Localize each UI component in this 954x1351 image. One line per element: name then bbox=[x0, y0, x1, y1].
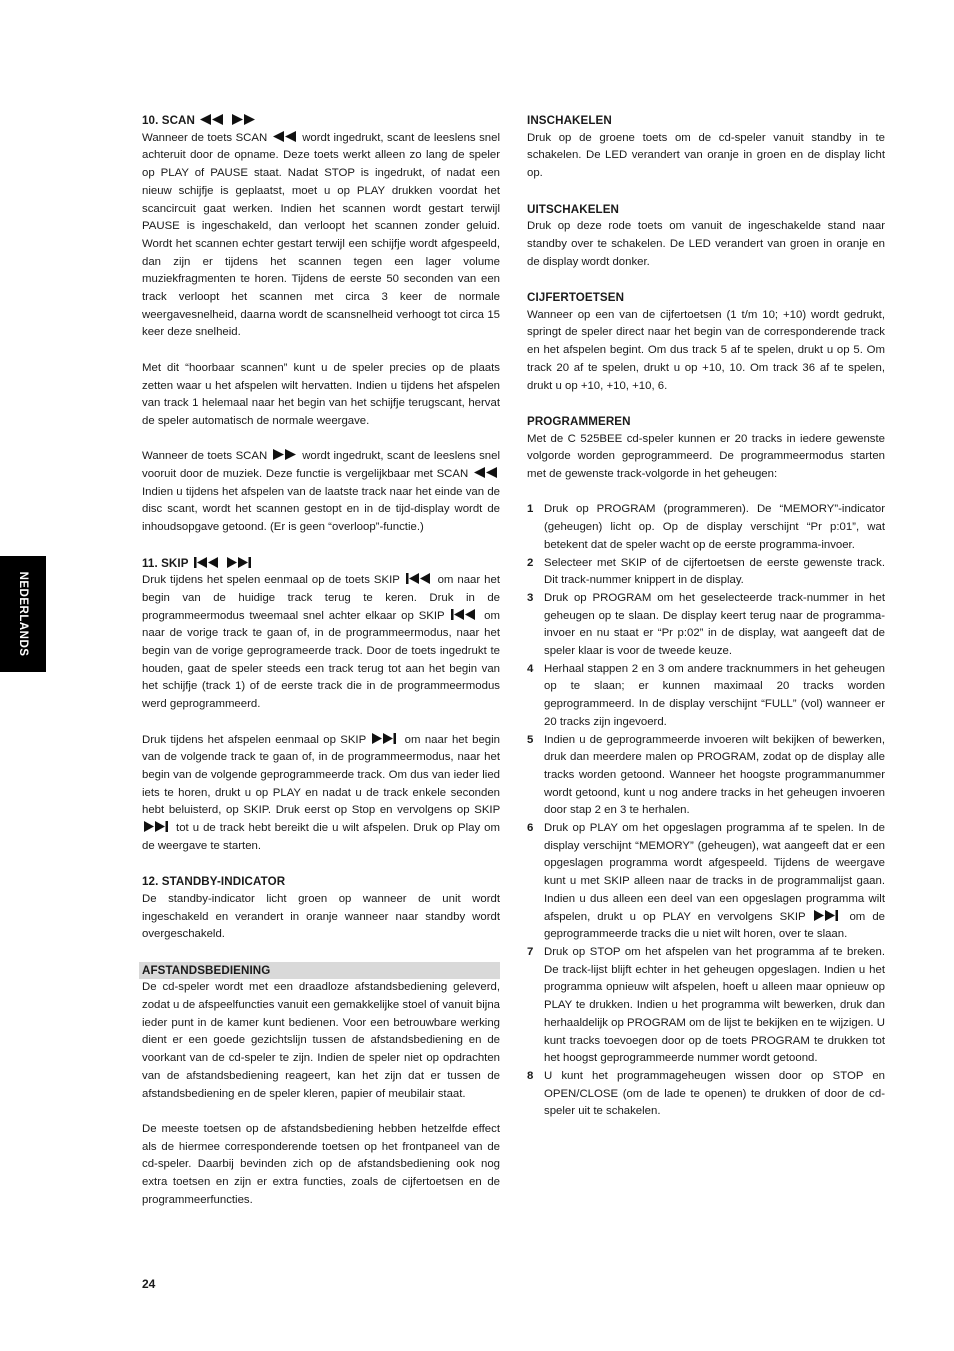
list-item: 7 Druk op STOP om het afspelen van het programma af te breken. De track-lijst blijft echter in het geheugen opgeslagen. Indien u het programma opnieuw wilt afspelen, hoeft u alleen maar opnieuw op PLAY te drukken. Indien u het programma wilt bewerken, druk dan herhaaldelijk op PROGRAM om de lijst te bekijken en te wijzigen. U kunt tracks toevoegen door op de toets PROGRAM te drukken tot het hoogst geprogrammeerde nummer wordt getoond. bbox=[527, 945, 885, 1065]
skip-paragraph-2: Druk tijdens het afspelen eenmaal op SKIP om naar het begin van de volgende track te gaan of, in de programmeermodus, naar het begin van de volgende geprogrammeerde track. Om dus van ieder lied iets te horen, drukt u op PLAY en nadat u de track enkele seconden hebt beluisterd, op SKIP. Druk eerst op Stop en vervolgens op SKIP tot u de track hebt bereikt die u wilt afspelen. Druk op Play om de weergave te starten. bbox=[142, 733, 500, 852]
left-column bbox=[142, 112, 500, 1209]
skip-paragraph-1: Druk tijdens het spelen eenmaal op de toets SKIP om naar het begin van de huidige track terug te keren. Druk in de programmeermodus tweemaal snel achter elkaar op SKIP om naar de vorige track te gaan of, in de programmeermodus, naar het begin van de vorige geprogrameerde track. Door de toets ingedrukt te houden, gaat de speler steeds een track terug tot aan het begin van het schijfje (track 1) of de eerste track die in de programmeermodus werd geprogrammeerd. bbox=[142, 574, 500, 711]
scan-heading: 10. SCAN bbox=[142, 112, 500, 130]
right-column bbox=[527, 112, 885, 1121]
side-tab-label: NEDERLANDS bbox=[17, 571, 29, 657]
skip-previous-icon bbox=[194, 557, 220, 568]
skip-previous-icon bbox=[406, 573, 432, 584]
section-skip bbox=[142, 555, 500, 856]
skip-next-icon bbox=[372, 733, 398, 744]
section-power-off bbox=[527, 201, 885, 272]
power-off-heading: UITSCHAKELEN bbox=[527, 202, 620, 216]
programming-heading: PROGRAMMEREN bbox=[527, 414, 631, 428]
list-item: 1 Druk op PROGRAM (programmeren). De “MEMORY”-indicator (geheugen) licht op. Op de display verschijnt “Pr p:01”, wat betekent dat de speler wacht op de eerste programma-invoer. bbox=[527, 503, 885, 551]
power-on-heading: INSCHAKELEN bbox=[527, 114, 612, 127]
power-on-paragraph: Druk op de groene toets om de cd-speler vanuit standby in te schakelen. De LED verandert van oranje in groen en de display licht op. bbox=[527, 131, 885, 180]
page-number: 24 bbox=[142, 1277, 156, 1291]
fast-forward-icon bbox=[273, 449, 297, 460]
section-scan bbox=[142, 112, 500, 537]
skip-next-icon bbox=[814, 910, 840, 921]
list-item: 6 Druk op PLAY om het opgeslagen programma af te spelen. In de display verschijnt “MEMORY” (geheugen), wat aangeeft dat er een opgeslagen programma wordt afgespeeld. Tijdens de weergave kunt u met SKIP alleen naar de tracks in de programmalijst gaan. Indien u dus alleen een deel van een opgeslagen programma wilt afspelen, drukt u op PLAY en vervolgens SKIP om de geprogrammeerde tracks die u niet wilt horen, over te slaan. bbox=[527, 822, 885, 941]
section-standby bbox=[142, 873, 500, 944]
list-item: 8 U kunt het programmageheugen wissen door op STOP en OPEN/CLOSE (om de lade te openen) te drukken of door de cd-speler uit te schakelen. bbox=[527, 1069, 885, 1118]
skip-previous-icon bbox=[451, 609, 477, 620]
skip-heading: 11. SKIP bbox=[142, 555, 500, 573]
section-programming bbox=[527, 413, 885, 1121]
standby-paragraph: De standby-indicator licht groen op wanneer de unit wordt ingeschakeld en verandert in oranje wanneer naar standby wordt overgeschakeld. bbox=[142, 892, 500, 941]
programming-steps bbox=[527, 501, 885, 1121]
remote-paragraph-1: De cd-speler wordt met een draadloze afstandsbediening geleverd, zodat u de afspeelfuncties vanuit een gemakkelijke stoel of vanuit bijna ieder punt in de kamer kunt bedienen. Voor een betrouwbare werking dient er een goede gezichtslijn tussen de afstandsbediening en de voorkant van de cd-speler te zijn. Indien de speler niet op opdrachten van de afstandsbediening reageert, kan het zijn dat er tussen de afstandsbediening en de speler kleren, papier of meubilair staat. bbox=[142, 981, 500, 1100]
programming-intro: Met de C 525BEE cd-speler kunnen er 20 tracks in iedere gewenste volgorde worden geprogrammeerd. De programmeermodus starten met de gewenste track-volgorde in het geheugen: bbox=[527, 432, 885, 481]
rewind-icon bbox=[200, 114, 224, 125]
remote-heading: AFSTANDSBEDIENING bbox=[139, 962, 500, 980]
list-item: 2 Selecteer met SKIP of de cijfertoetsen de eerste gewenste track. Dit track-nummer knippert in de display. bbox=[527, 556, 885, 587]
scan-paragraph-3: Wanneer de toets SCAN wordt ingedrukt, scant de leeslens snel vooruit door de muziek. Deze functie is vergelijkbaar met SCAN Indien u tijdens het afspelen van de laatste track naar het einde van de disc scant, wordt het scannen gestopt en in de tijd-display wordt de inhoudsopgave getoond. (Er is geen “overloop”-functie.) bbox=[142, 450, 500, 534]
remote-paragraph-2: De meeste toetsen op de afstandsbediening hebben hetzelfde effect als de hiermee corresponderende toetsen op het frontpaneel van de cd-speler. Daarbij bevinden zich op de afstandsbediening ook nog extra toetsen en zijn er extra functies, zoals de cijfertoetsen en de programmeerfuncties. bbox=[142, 1122, 500, 1206]
standby-heading: 12. STANDBY-INDICATOR bbox=[142, 875, 286, 889]
skip-next-icon bbox=[227, 557, 253, 568]
digit-keys-heading: CIJFERTOETSEN bbox=[527, 291, 625, 304]
power-off-paragraph: Druk op deze rode toets om vanuit de ingeschakelde stand naar standby over te schakelen. De LED verandert van groen in oranje en de display wordt donker. bbox=[527, 220, 885, 268]
scan-paragraph-1: Wanneer de toets SCAN wordt ingedrukt, scant de leeslens snel achteruit door de opname. Deze toets werkt alleen zo lang de speler op PLAY of PAUSE staat. Nadat STOP is ingedrukt, of nadat een nieuw schijfje is geplaatst, moet u op PLAY drukken voordat het scancircuit gaat werken. Indien het scannen wordt gestart terwijl PAUSE is ingeschakeld, dan verloopt het scannen zonder geluid. Wordt het scannen echter gestart terwijl een schijfje wordt afgespeeld, dan zijn er tijdens het scannen tegen een lager volume muziekfragmenten te horen. Tijdens de eerste 50 seconden van een track verloopt het scannen met circa 3 keer de normale weergavesnelheid, daarna wordt de scansnelheid verhoogt tot circa 15 keer deze snelheid. bbox=[142, 131, 500, 339]
digit-keys-paragraph: Wanneer op een van de cijfertoetsen (1 t/m 10; +10) wordt gedrukt, springt de speler direct naar het begin van de corresponderende track en het afspelen begint. Om dus track 5 af te spelen, drukt u op 5. Om track 20 af te spelen, drukt u op +10, 10. Om track 36 af te spelen, drukt u op +10, +10, +10, 6. bbox=[527, 308, 885, 392]
section-digit-keys bbox=[527, 289, 885, 395]
fast-forward-icon bbox=[232, 114, 256, 125]
list-item: 4 Herhaal stappen 2 en 3 om andere tracknummers in het geheugen op te slaan; er kunnen maximaal 20 tracks worden geprogrammeerd. In de display verschijnt “FULL” (vol) wanneer er 20 tracks zijn ingevoerd. bbox=[527, 662, 885, 728]
list-item: 3 Druk op PROGRAM om het geselecteerde track-nummer in het geheugen op te slaan. De display keert terug naar de programma-invoer en nu staat er “Pr p:02” in de display, wat aangeeft dat de speler klaar is voor de tweede keuze. bbox=[527, 591, 885, 658]
scan-paragraph-2: Met dit “hoorbaar scannen” kunt u de speler precies op de plaats zetten waar u het afspelen wilt hervatten. Indien u tijdens het afspelen van track 1 helemaal naar het begin van het schijfje terugscant, hervat de speler automatisch de normale weergave. bbox=[142, 361, 500, 427]
rewind-icon bbox=[273, 131, 297, 142]
skip-next-icon bbox=[144, 821, 170, 832]
language-side-tab bbox=[0, 556, 46, 672]
list-item: 5 Indien u de geprogrammeerde invoeren wilt bekijken of bewerken, druk dan meerdere malen op PROGRAM, zodat op de display alle tracks worden getoond. Wanneer het hoogste programmanummer wordt getoond, kunt u nog andere tracks in het geheugen invoeren door stap 2 en 3 te herhalen. bbox=[527, 733, 885, 817]
rewind-icon bbox=[474, 467, 498, 478]
section-remote bbox=[142, 962, 500, 1210]
section-power-on bbox=[527, 112, 885, 183]
